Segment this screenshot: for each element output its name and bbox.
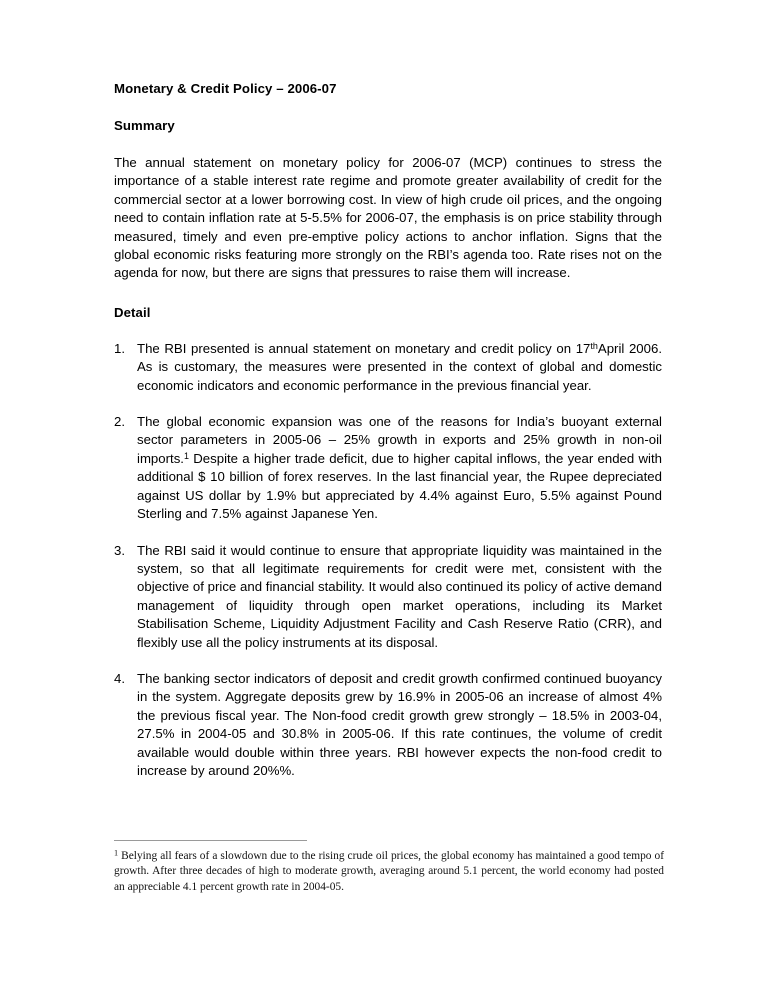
footnote-reference-marker: 1 [183,451,189,462]
list-item-text: The banking sector indicators of deposit and credit growth confirmed continued buoyancy in the system. Aggregate deposits grew by 16.9% in 2005-06 an increase of almost 4% the previous fiscal year. The Non-food credit growth grew strongly – 18.5% in 2003-04, 27.5% in 2004-05 and 30.8% in 2005-06. If this rate continues, the volume of credit available would double within three years. RBI however expects the non-food credit to increase by around 20%%. [137,670,662,778]
list-item-text-after: April 2006. As is customary, the measures were presented in the context of global and domestic economic indicators and economic performance in the previous financial year. [137,340,662,393]
footnote-separator-rule [114,840,307,841]
list-item-text-after: Despite a higher trade deficit, due to higher capital inflows, the year ended with additional $ 10 billion of forex reserves. In the last financial year, the Rupee depreciated against US dollar by 1.9% but appreciated by 4.4% against Euro, 5.5% against Pound Sterling and 7.5% against Japanese Yen. [137,450,662,522]
list-item-text-before: The global economic expansion was one of the reasons for India’s buoyant external sector parameters in 2005-06 – 25% growth in exports and 25% growth in non-oil imports. [137,414,662,466]
list-item [114,340,662,395]
list-item-text [137,340,662,395]
list-item [114,670,662,780]
list-item-text: The RBI said it would continue to ensure that appropriate liquidity was maintained in the system, so that all legitimate requirements for credit were met, consistent with the objective of price and financial stability. It would also continued its policy of active demand management of liquidity through open market operations, including its Market Stabilisation Scheme, Liquidity Adjustment Facility and Cash Reserve Ratio (CRR), and flexibly use all the policy instruments at its disposal. [137,542,662,650]
footnote-zone [114,840,664,895]
detail-heading: Detail [114,304,151,320]
list-item [114,413,662,523]
list-item [114,542,662,652]
detail-list [114,340,662,781]
list-item-number: 1. [114,340,126,356]
footnote-body: Belying all fears of a slowdown due to the rising crude oil prices, the global economy has maintained a good tempo of growth. After three decades of high to moderate growth, averaging around 5.1 percent, the world economy had posted an appreciable 4.1 percent growth rate in 2004-05. [114,850,664,893]
list-item-number: 4. [114,670,126,686]
page-title: Monetary & Credit Policy – 2006-07 [114,81,337,96]
summary-paragraph: The annual statement on monetary policy for 2006-07 (MCP) continues to stress the importance of a stable interest rate regime and promote greater availability of credit for the commercial sector at a lower borrowing cost. In view of high crude oil prices, and the ongoing need to contain inflation rate at 5-5.5% for 2006-07, the emphasis is on price stability through measured, timely and even pre-emptive policy actions to anchor inflation. Signs that the global economic risks featuring more strongly on the RBI’s agenda too. Rate rises not on the agenda for now, but there are signs that pressures to raise them will increase. [114,155,662,281]
footnote-marker: 1 [114,848,119,858]
list-item-text [137,413,662,523]
list-item-number: 2. [114,414,126,430]
footnote [114,849,664,895]
list-item-number: 3. [114,542,126,558]
list-item-text-before: The RBI presented is annual statement on monetary and credit policy on 17 [137,340,591,356]
summary-heading: Summary [114,118,175,133]
ordinal-superscript: th [590,341,598,352]
